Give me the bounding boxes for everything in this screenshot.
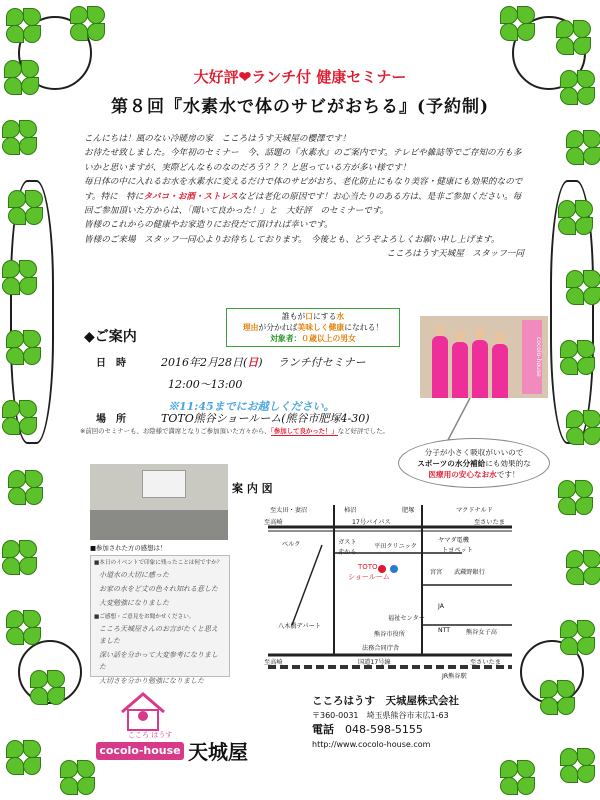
map-label: 熊谷市役所: [374, 631, 405, 638]
feedback-question: ■本日のイベントで印象に残ったことは何ですか？: [94, 560, 223, 566]
clover-icon: [566, 410, 600, 444]
staff-figure: [472, 340, 488, 398]
map-label: 武蔵野銀行: [454, 569, 485, 576]
map-label: TOTO: [358, 563, 378, 571]
clover-icon: [556, 20, 590, 54]
clover-icon: [30, 670, 64, 704]
callout-line: 誰もが口にする水: [281, 312, 345, 321]
clover-icon: [6, 610, 40, 644]
map-label: ヤマダ電機: [438, 537, 469, 544]
staff-figure: [492, 344, 508, 398]
map-label: 至高崎: [264, 659, 283, 666]
water-bubble: 分子が小さく吸収がいいので スポーツの水分補給にも効果的な 医療用の安心なお水です！: [398, 438, 550, 488]
clover-icon: [558, 200, 592, 234]
heart-icon: ❤: [238, 68, 252, 86]
date-extra: ランチ付セミナー: [277, 356, 366, 369]
tagline-lunch-seminar: ランチ付 健康セミナー: [251, 68, 407, 86]
brand-logo: cocolo-house: [96, 742, 184, 760]
map-label: 17号バイパス: [352, 519, 391, 526]
map-label: ショールーム: [348, 573, 390, 581]
map-label: 宮宮: [430, 569, 443, 576]
house-logo-icon: [118, 690, 168, 732]
clover-icon: [8, 190, 42, 224]
clover-icon: [6, 330, 40, 364]
feedback-card: [90, 555, 230, 685]
feedback-answer: 大切さを分かり勉強になりました: [99, 677, 204, 685]
company-mark: 天城屋: [188, 740, 248, 764]
place-row-text: [96, 410, 370, 426]
map-label: 至高崎: [264, 519, 283, 526]
clover-icon: [6, 8, 40, 42]
map-label: 至さいたま: [474, 519, 505, 526]
highlight-causes: タバコ・お酒・ストレス: [143, 191, 238, 202]
map-label: 八木橋デパート: [278, 623, 321, 630]
access-map: [262, 505, 518, 683]
clover-icon: [560, 340, 594, 374]
feedback-caption: ■参加された方の感想は！: [90, 544, 167, 552]
map-label: マクドナルド: [456, 507, 493, 514]
clover-icon: [558, 480, 592, 514]
arrival-note: ※11:45までにお越しください。: [168, 400, 335, 413]
clover-icon: [566, 270, 600, 304]
clover-icon: [540, 680, 574, 714]
staff-figure: [452, 342, 468, 398]
callout-line: 対象者：０歳以上の男女: [270, 334, 356, 343]
map-label: 法務合同庁舎: [362, 645, 400, 652]
tagline-popular: 大好評: [193, 68, 239, 86]
date-row: 日 時 2016年2月28日(日) ランチ付セミナー: [96, 356, 366, 369]
map-label: JR熊谷駅: [442, 673, 467, 680]
feedback-answer: 大変勉強になりました: [99, 599, 169, 607]
clover-icon: [566, 130, 600, 164]
clover-icon: [500, 6, 534, 40]
company-name: こころはうす 天城屋株式会社: [312, 695, 459, 707]
callout-line: 理由が分かれば美味しく健康になれる！: [242, 323, 384, 332]
map-label: 柿沼: [344, 507, 357, 514]
map-label: 熊谷女子高: [466, 629, 497, 636]
signature: こころはうす天城屋 スタッフ一同: [386, 249, 524, 260]
seminar-title: 第８回『水素水で体のサビがおちる』(予約制): [110, 97, 490, 117]
bubble-tail: [440, 396, 500, 444]
intro-paragraph: お待たせ致しました。今年初のセミナー 今、話題の『水素水』のご案内です。テレビや雑誌等でご存知の方も多いかと思いますが、実際どんなものなのだろう？？？と思っている方が多い様です！: [84, 148, 522, 173]
target-callout: [226, 308, 400, 347]
company-address: 〒360-0031 埼玉県熊谷市末広1-63: [312, 710, 449, 720]
clover-icon: [6, 740, 40, 774]
map-label: 至太田・妻沼: [270, 507, 308, 514]
map-label: 至さいたま: [470, 659, 501, 666]
date-value: 2016年2月28日(: [161, 356, 248, 369]
map-label: NTT: [438, 627, 451, 634]
map-label: ベルク: [282, 541, 301, 548]
map-label: 肥塚: [402, 507, 415, 514]
clover-icon: [566, 550, 600, 584]
intro-paragraph: 毎日体の中に入れるお水を水素水に変えるだけで体のサビがおち、老化防止にもなり美容・健康にも効果的なのです。特に 特にタバコ・お酒・ストレスなどは老化の原因です！お心当たりのある方は、是非ご参加ください。毎回ご参加頂いた方からは、「聞いて良かった！」と 大好評 のセミナーです。: [84, 177, 523, 217]
place-label: 場 所: [96, 414, 126, 425]
company-info: [312, 694, 459, 752]
seminar-tagline: [0, 66, 600, 87]
clover-icon: [2, 540, 36, 574]
clover-icon: [2, 120, 36, 154]
intro-text: [84, 132, 524, 262]
seminar-photo: [90, 464, 228, 540]
feedback-answer: お家の水をど丈の色々れ知れる意した: [99, 585, 218, 593]
feedback-answer: 小道水の大切に感った: [99, 571, 169, 579]
map-label: 平田クリニック: [374, 543, 417, 550]
time-value: 12:00～13:00: [168, 378, 243, 391]
clover-icon: [60, 760, 94, 794]
feedback-answer: こころ天城屋さんのお言がたくと思えました: [99, 625, 218, 645]
clover-icon: [560, 748, 594, 782]
feedback-answer: 深い話を分かって大変参考になりました: [99, 651, 218, 671]
date-label: 日 時: [96, 358, 126, 369]
map-label: ガスト: [338, 539, 357, 546]
projector-screen: [142, 470, 186, 498]
date-day: 日: [247, 356, 259, 369]
map-label: 赤から: [338, 549, 357, 556]
clover-icon: [8, 470, 42, 504]
photo-sign: cocolo-house: [522, 320, 542, 394]
previous-note: ※前回のセミナーも、お陰様で満席となりご参加頂いた方々から、「参加して良かった！」など好評でした。: [80, 427, 389, 435]
map-title: 案 内 図: [232, 482, 273, 495]
clover-icon: [560, 620, 594, 654]
place-value: TOTO熊谷ショールーム(熊谷市肥塚4-30): [161, 412, 370, 425]
intro-paragraph: 皆様のこれからの健康やお家造りにお役だて頂ければ幸いです。: [84, 220, 333, 231]
clover-icon: [70, 6, 104, 40]
company-phone: 電話 048-598-5155: [312, 723, 423, 736]
feedback-question: ■ご感想・ご意見をお聞かせください。: [94, 614, 195, 620]
intro-paragraph: こんにちは！風のない冷暖房の家 こころはうす天城屋の櫻澤です！: [84, 134, 351, 144]
map-label: JA: [438, 603, 444, 610]
guide-heading: ◆ご案内: [84, 329, 137, 345]
clover-icon: [2, 400, 36, 434]
staff-photo: [420, 316, 548, 398]
intro-paragraph: 皆様のご来場 スタッフ一同心よりお待ちしております。 今後とも、どうぞよろしくお願い申し上げます。: [84, 234, 500, 245]
map-label: 福祉センター: [388, 615, 425, 622]
clover-icon: [500, 760, 534, 794]
staff-figure: [432, 336, 448, 398]
map-label: トヨペット: [442, 547, 473, 554]
clover-icon: [2, 260, 36, 294]
map-label: 国道17号線: [358, 659, 391, 666]
company-url[interactable]: http://www.cocolo-house.com: [312, 739, 431, 749]
logo-kana: こころ はうす: [128, 731, 173, 739]
audience: [90, 510, 228, 540]
